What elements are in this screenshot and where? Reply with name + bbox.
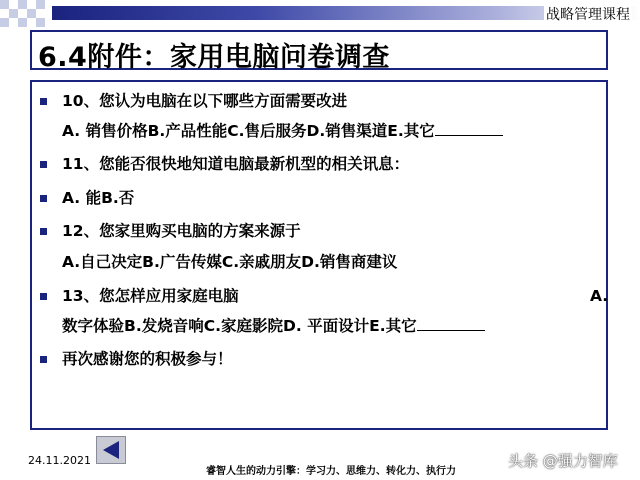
content-box bbox=[30, 80, 608, 430]
question-10: 10、您认为电脑在以下哪些方面需要改进 bbox=[62, 92, 348, 110]
course-label: 战略管理课程 bbox=[544, 4, 632, 24]
square-bullet-icon bbox=[40, 356, 47, 363]
slide-title: 6.4附件：家用电脑问卷调查 bbox=[38, 42, 390, 73]
square-bullet-icon bbox=[40, 98, 47, 105]
question-11-options: A. 能B.否 bbox=[62, 189, 135, 207]
watermark: 头条 @强力智库 bbox=[508, 452, 618, 470]
question-11: 11、您能否很快地知道电脑最新机型的相关讯息： bbox=[62, 155, 410, 173]
answer-blank bbox=[435, 121, 503, 136]
checker-decoration bbox=[0, 0, 52, 26]
question-12-options: A.自己决定B.广告传媒C.亲戚朋友D.销售商建议 bbox=[62, 253, 398, 271]
question-13: 13、您怎样应用家庭电脑 bbox=[62, 287, 239, 305]
footer-date: 24.11.2021 bbox=[28, 454, 91, 467]
question-13-option-a: A. bbox=[590, 287, 609, 305]
title-box bbox=[30, 30, 608, 73]
left-arrow-icon bbox=[103, 441, 119, 459]
square-bullet-icon bbox=[40, 161, 47, 168]
square-bullet-icon bbox=[40, 293, 47, 300]
footer-slogan: 睿智人生的动力引擎：学习力、思维力、转化力、执行力 bbox=[206, 466, 456, 477]
answer-blank bbox=[417, 316, 485, 331]
question-13-options bbox=[62, 316, 485, 336]
question-12: 12、您家里购买电脑的方案来源于 bbox=[62, 222, 301, 240]
prev-slide-button[interactable] bbox=[96, 436, 126, 464]
question-10-options bbox=[62, 121, 503, 141]
square-bullet-icon bbox=[40, 195, 47, 202]
question-13-options-text: 数字体验B.发烧音响C.家庭影院D. 平面设计E.其它 bbox=[62, 317, 417, 335]
thanks-text: 再次感谢您的积极参与！ bbox=[62, 350, 233, 368]
square-bullet-icon bbox=[40, 228, 47, 235]
question-10-options-text: A. 销售价格B.产品性能C.售后服务D.销售渠道E.其它 bbox=[62, 122, 435, 140]
